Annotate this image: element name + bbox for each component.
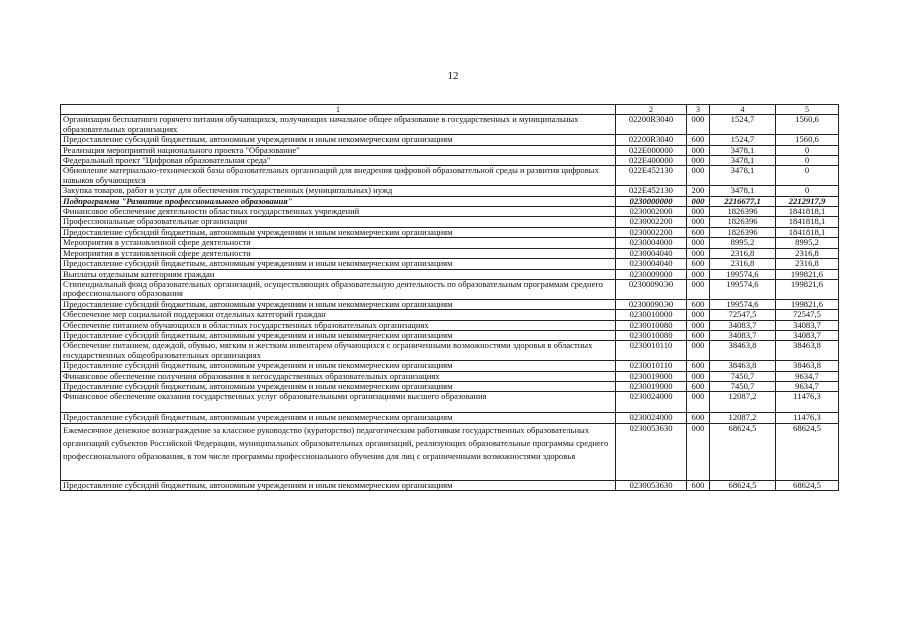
row-amount-1-cell: 12087,2 (710, 413, 776, 423)
header-cell: 2 (616, 105, 687, 115)
row-amount-1-cell: 1826396 (710, 227, 776, 237)
row-code-cell: 022E000000 (616, 145, 687, 155)
row-expense-type-cell: 600 (687, 259, 710, 269)
row-amount-1-cell: 3478,1 (710, 186, 776, 196)
table-row (61, 330, 839, 340)
table-row (61, 166, 839, 186)
row-amount-2-cell: 11476,3 (776, 392, 839, 413)
table-row (61, 135, 839, 145)
row-expense-type-cell: 200 (687, 186, 710, 196)
row-amount-1-cell: 3478,1 (710, 166, 776, 186)
row-name-cell: Предоставление субсидий бюджетным, автономным учреждениям и иным некоммерческим организациям (61, 381, 616, 391)
table-row (61, 248, 839, 258)
row-name-cell: Предоставление субсидий бюджетным, автономным учреждениям и иным некоммерческим организациям (61, 227, 616, 237)
table-row (61, 115, 839, 135)
table-row (61, 279, 839, 299)
row-amount-1-cell: 3478,1 (710, 156, 776, 166)
header-cell: 1 (61, 105, 616, 115)
row-amount-1-cell: 38463,8 (710, 361, 776, 371)
row-code-cell: 0230053630 (616, 423, 687, 480)
row-code-cell: 0230024000 (616, 392, 687, 413)
table-row (61, 413, 839, 423)
header-cell: 3 (687, 105, 710, 115)
row-amount-1-cell: 34083,7 (710, 330, 776, 340)
row-amount-2-cell: 199821,6 (776, 299, 839, 309)
row-amount-2-cell: 34083,7 (776, 330, 839, 340)
row-name-cell: Финансовое обеспечение оказания государственных услуг образовательными организациями высшего образования (61, 392, 616, 413)
row-expense-type-cell: 000 (687, 279, 710, 299)
row-amount-2-cell: 0 (776, 166, 839, 186)
table-row (61, 423, 839, 480)
row-amount-2-cell: 9634,7 (776, 381, 839, 391)
row-expense-type-cell: 000 (687, 238, 710, 248)
row-expense-type-cell: 000 (687, 310, 710, 320)
row-code-cell: 0230024000 (616, 413, 687, 423)
row-amount-1-cell: 199574,6 (710, 299, 776, 309)
table-row (61, 480, 839, 490)
row-expense-type-cell: 000 (687, 371, 710, 381)
row-amount-1-cell: 2316,8 (710, 259, 776, 269)
row-expense-type-cell: 000 (687, 269, 710, 279)
row-amount-1-cell: 1826396 (710, 207, 776, 217)
table-row (61, 217, 839, 227)
row-expense-type-cell: 600 (687, 361, 710, 371)
row-name-cell: Предоставление субсидий бюджетным, автономным учреждениям и иным некоммерческим организациям (61, 299, 616, 309)
row-amount-2-cell: 2316,8 (776, 259, 839, 269)
row-expense-type-cell: 600 (687, 330, 710, 340)
row-name-cell: Выплаты отдельным категориям граждан (61, 269, 616, 279)
row-name-cell: Предоставление субсидий бюджетным, автономным учреждениям и иным некоммерческим организациям (61, 413, 616, 423)
row-name-cell: Предоставление субсидий бюджетным, автономным учреждениям и иным некоммерческим организациям (61, 259, 616, 269)
row-code-cell: 0230009000 (616, 269, 687, 279)
row-name-cell: Обеспечение мер социальной поддержки отдельных категорий граждан (61, 310, 616, 320)
row-name-cell: Федеральный проект "Цифровая образовательная среда" (61, 156, 616, 166)
row-amount-1-cell: 68624,5 (710, 480, 776, 490)
row-name-cell: Финансовое обеспечение деятельности областных государственных учреждений (61, 207, 616, 217)
row-amount-1-cell: 38463,8 (710, 341, 776, 361)
row-code-cell: 0230019000 (616, 371, 687, 381)
row-amount-2-cell: 1560,6 (776, 135, 839, 145)
table-row (61, 145, 839, 155)
budget-table (60, 104, 839, 491)
row-expense-type-cell: 600 (687, 381, 710, 391)
row-amount-2-cell: 2212917,9 (776, 196, 839, 206)
row-code-cell: 0230010080 (616, 330, 687, 340)
row-code-cell: 02300090Э0 (616, 279, 687, 299)
table-row (61, 156, 839, 166)
row-amount-2-cell: 1841818,1 (776, 207, 839, 217)
row-amount-1-cell: 7450,7 (710, 381, 776, 391)
row-name-cell: Организация бесплатного горячего питания обучающихся, получающих начальное общее образование в государственных и муниципальных образовательных организациях (61, 115, 616, 135)
row-expense-type-cell: 600 (687, 299, 710, 309)
table-row (61, 269, 839, 279)
row-name-cell: Обеспечение питанием обучающихся в областных государственных образовательных организациях (61, 320, 616, 330)
row-expense-type-cell: 000 (687, 115, 710, 135)
row-code-cell: 0230010080 (616, 320, 687, 330)
row-amount-2-cell: 2316,8 (776, 248, 839, 258)
row-amount-1-cell: 199574,6 (710, 279, 776, 299)
table-row (61, 320, 839, 330)
row-name-cell: Обеспечение питанием, одеждой, обувью, мягким и жестким инвентарем обучающихся с ограниченными возможностями здоровья в областных государственных общеобразовательных организациях (61, 341, 616, 361)
row-code-cell: 0230010110 (616, 361, 687, 371)
table-row (61, 186, 839, 196)
row-amount-2-cell: 38463,8 (776, 361, 839, 371)
row-amount-2-cell: 34083,7 (776, 320, 839, 330)
row-amount-1-cell: 34083,7 (710, 320, 776, 330)
row-amount-2-cell: 8995,2 (776, 238, 839, 248)
row-code-cell: 0230000000 (616, 196, 687, 206)
row-expense-type-cell: 000 (687, 145, 710, 155)
row-expense-type-cell: 600 (687, 480, 710, 490)
header-cell: 5 (776, 105, 839, 115)
row-name-cell: Профессиональные образовательные организации (61, 217, 616, 227)
row-expense-type-cell: 600 (687, 413, 710, 423)
row-amount-2-cell: 0 (776, 186, 839, 196)
row-amount-1-cell: 72547,5 (710, 310, 776, 320)
table-header-row (61, 105, 839, 115)
row-expense-type-cell: 600 (687, 135, 710, 145)
table-row (61, 227, 839, 237)
table-row (61, 207, 839, 217)
row-code-cell: 022E452130 (616, 186, 687, 196)
row-amount-2-cell: 199821,6 (776, 279, 839, 299)
row-amount-2-cell: 199821,6 (776, 269, 839, 279)
row-amount-2-cell: 1841818,1 (776, 227, 839, 237)
row-amount-1-cell: 2216677,1 (710, 196, 776, 206)
row-amount-2-cell: 68624,5 (776, 423, 839, 480)
row-name-cell: Подпрограмма "Развитие профессионального образования" (61, 196, 616, 206)
row-amount-2-cell: 11476,3 (776, 413, 839, 423)
row-amount-2-cell: 72547,5 (776, 310, 839, 320)
row-name-cell: Обновление материально-технической базы образовательных организаций для внедрения цифровой образовательной среды и развития цифровых навыков обучающихся (61, 166, 616, 186)
table-row (61, 299, 839, 309)
table-row (61, 341, 839, 361)
row-expense-type-cell: 000 (687, 166, 710, 186)
row-amount-2-cell: 1841818,1 (776, 217, 839, 227)
row-amount-1-cell: 68624,5 (710, 423, 776, 480)
row-code-cell: 022E400000 (616, 156, 687, 166)
row-amount-2-cell: 1560,6 (776, 115, 839, 135)
row-amount-1-cell: 1524,7 (710, 135, 776, 145)
row-name-cell: Предоставление субсидий бюджетным, автономным учреждениям и иным некоммерческим организациям (61, 330, 616, 340)
header-cell: 4 (710, 105, 776, 115)
row-amount-1-cell: 199574,6 (710, 269, 776, 279)
row-expense-type-cell: 600 (687, 227, 710, 237)
row-name-cell: Реализация мероприятий национального проекта "Образование" (61, 145, 616, 155)
row-code-cell: 0230010000 (616, 310, 687, 320)
row-code-cell: 0230019000 (616, 381, 687, 391)
row-code-cell: 02300090Э0 (616, 299, 687, 309)
row-amount-2-cell: 38463,8 (776, 341, 839, 361)
row-code-cell: 0230002200 (616, 217, 687, 227)
row-amount-1-cell: 2316,8 (710, 248, 776, 258)
row-code-cell: 0230010110 (616, 341, 687, 361)
row-code-cell: 02200R3040 (616, 115, 687, 135)
row-amount-1-cell: 7450,7 (710, 371, 776, 381)
table-row (61, 371, 839, 381)
row-name-cell: Финансовое обеспечение получения образования в негосударственных образовательных организациях (61, 371, 616, 381)
row-name-cell: Мероприятия в установленной сфере деятельности (61, 248, 616, 258)
row-code-cell: 0230004040 (616, 248, 687, 258)
row-name-cell: Мероприятия в установленной сфере деятельности (61, 238, 616, 248)
row-name-cell: Закупка товаров, работ и услуг для обеспечения государственных (муниципальных) нужд (61, 186, 616, 196)
row-code-cell: 0230002000 (616, 207, 687, 217)
row-amount-2-cell: 68624,5 (776, 480, 839, 490)
table-row (61, 361, 839, 371)
row-name-cell: Ежемесячное денежное вознаграждение за классное руководство (кураторство) педагогическим работникам государственных образовательных организаций субъектов Российской Федерации, муниципальных образовательных организаций, реализующих образовательные программы среднего профессионального образования, в том числе программы профессионального обучения для лиц с ограниченными возможностями здоровья (61, 423, 616, 480)
row-code-cell: 02200R3040 (616, 135, 687, 145)
row-amount-2-cell: 0 (776, 145, 839, 155)
row-name-cell: Предоставление субсидий бюджетным, автономным учреждениям и иным некоммерческим организациям (61, 361, 616, 371)
row-amount-1-cell: 8995,2 (710, 238, 776, 248)
row-amount-1-cell: 1524,7 (710, 115, 776, 135)
row-code-cell: 0230004000 (616, 238, 687, 248)
table-row (61, 238, 839, 248)
row-name-cell: Предоставление субсидий бюджетным, автономным учреждениям и иным некоммерческим организациям (61, 480, 616, 490)
row-amount-1-cell: 3478,1 (710, 145, 776, 155)
page-number: 12 (447, 70, 459, 82)
row-amount-2-cell: 9634,7 (776, 371, 839, 381)
row-code-cell: 0230004040 (616, 259, 687, 269)
row-expense-type-cell: 000 (687, 196, 710, 206)
row-expense-type-cell: 000 (687, 156, 710, 166)
table-row (61, 381, 839, 391)
table-row (61, 196, 839, 206)
row-expense-type-cell: 000 (687, 217, 710, 227)
table-row (61, 259, 839, 269)
row-expense-type-cell: 000 (687, 423, 710, 480)
row-name-cell: Предоставление субсидий бюджетным, автономным учреждениям и иным некоммерческим организациям (61, 135, 616, 145)
row-expense-type-cell: 000 (687, 207, 710, 217)
row-expense-type-cell: 000 (687, 341, 710, 361)
row-amount-1-cell: 12087,2 (710, 392, 776, 413)
table-row (61, 392, 839, 413)
row-code-cell: 022E452130 (616, 166, 687, 186)
table-row (61, 310, 839, 320)
row-expense-type-cell: 000 (687, 248, 710, 258)
row-expense-type-cell: 000 (687, 392, 710, 413)
row-expense-type-cell: 000 (687, 320, 710, 330)
row-code-cell: 0230002200 (616, 227, 687, 237)
row-amount-1-cell: 1826396 (710, 217, 776, 227)
row-name-cell: Стипендиальный фонд образовательных организаций, осуществляющих образовательную деятельность по образовательным программам среднего профессионального образования (61, 279, 616, 299)
row-code-cell: 0230053630 (616, 480, 687, 490)
row-amount-2-cell: 0 (776, 156, 839, 166)
